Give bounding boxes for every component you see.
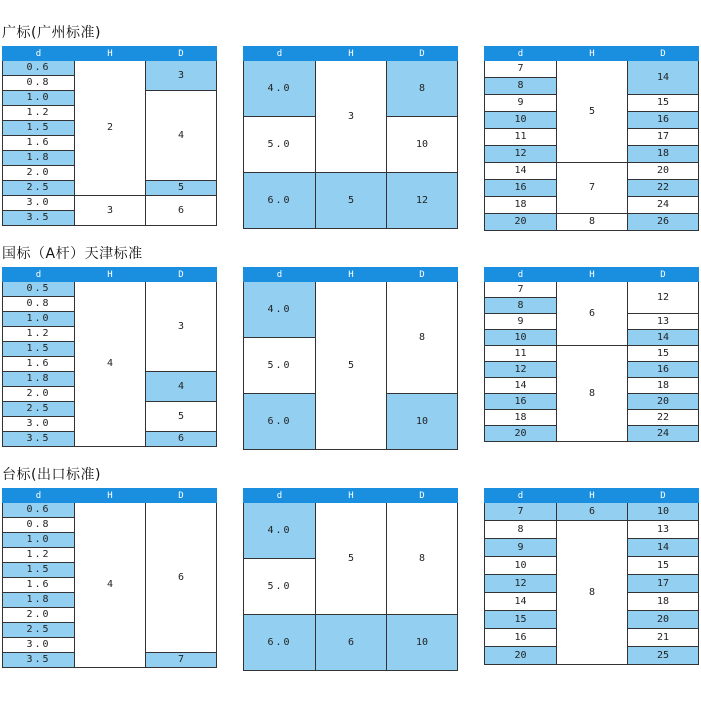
d-cell: 1.8: [3, 372, 75, 387]
D-cell: 16: [628, 112, 699, 129]
d-cell: 7: [485, 282, 557, 298]
d-cell: 14: [485, 593, 557, 611]
h-cell: 4: [75, 503, 146, 668]
spec-table-guangzhou-large: [484, 46, 699, 231]
d-cell: 1.2: [3, 548, 75, 563]
header-h: H: [557, 489, 628, 503]
d-cell: 1.0: [3, 533, 75, 548]
d-cell: 16: [485, 629, 557, 647]
d-cell: 4.0: [244, 61, 316, 117]
d-cell: 2.0: [3, 608, 75, 623]
D-cell: 3: [146, 61, 217, 91]
d-cell: 0.8: [3, 76, 75, 91]
header-D: D: [628, 47, 699, 61]
header-d: d: [244, 268, 316, 282]
spec-table-national-medium: [243, 267, 458, 450]
spec-table-taiwan-medium: [243, 488, 458, 671]
d-cell: 9: [485, 314, 557, 330]
d-cell: 12: [485, 146, 557, 163]
D-cell: 8: [387, 61, 458, 117]
d-cell: 12: [485, 575, 557, 593]
D-cell: 6: [146, 503, 217, 653]
D-cell: 21: [628, 629, 699, 647]
D-cell: 24: [628, 426, 699, 442]
header-d: d: [485, 47, 557, 61]
D-cell: 7: [146, 653, 217, 668]
d-cell: 18: [485, 410, 557, 426]
d-cell: 1.8: [3, 593, 75, 608]
header-d: d: [3, 268, 75, 282]
D-cell: 15: [628, 346, 699, 362]
d-cell: 3.5: [3, 653, 75, 668]
d-cell: 5.0: [244, 338, 316, 394]
D-cell: 5: [146, 181, 217, 196]
D-cell: 15: [628, 95, 699, 112]
d-cell: 6.0: [244, 615, 316, 671]
h-cell: 7: [557, 163, 628, 214]
D-cell: 10: [387, 117, 458, 173]
D-cell: 20: [628, 163, 699, 180]
header-h: H: [316, 47, 387, 61]
d-cell: 6.0: [244, 394, 316, 450]
d-cell: 5.0: [244, 117, 316, 173]
d-cell: 14: [485, 378, 557, 394]
section-title-guangzhou: 广标(广州标准): [2, 25, 101, 41]
header-D: D: [628, 268, 699, 282]
d-cell: 10: [485, 112, 557, 129]
d-cell: 1.6: [3, 357, 75, 372]
D-cell: 6: [146, 196, 217, 226]
h-cell: 5: [557, 61, 628, 163]
d-cell: 15: [485, 611, 557, 629]
header-D: D: [387, 268, 458, 282]
header-h: H: [316, 268, 387, 282]
spec-table-national-large: [484, 267, 699, 442]
h-cell: 3: [75, 196, 146, 226]
h-cell: 6: [557, 282, 628, 346]
header-d: d: [485, 268, 557, 282]
header-h: H: [316, 489, 387, 503]
D-cell: 6: [146, 432, 217, 447]
d-cell: 1.8: [3, 151, 75, 166]
D-cell: 12: [628, 282, 699, 314]
d-cell: 8: [485, 78, 557, 95]
header-D: D: [146, 47, 217, 61]
D-cell: 13: [628, 314, 699, 330]
header-h: H: [557, 268, 628, 282]
h-cell: 4: [75, 282, 146, 447]
d-cell: 7: [485, 503, 557, 521]
section-title-national-tianjin: 国标（A杆）天津标准: [2, 246, 143, 262]
D-cell: 14: [628, 61, 699, 95]
spec-table-guangzhou-small: [2, 46, 217, 226]
d-cell: 10: [485, 330, 557, 346]
D-cell: 3: [146, 282, 217, 372]
d-cell: 9: [485, 95, 557, 112]
D-cell: 17: [628, 129, 699, 146]
D-cell: 18: [628, 593, 699, 611]
d-cell: 1.5: [3, 563, 75, 578]
spec-table-taiwan-small: [2, 488, 217, 668]
d-cell: 18: [485, 197, 557, 214]
d-cell: 2.0: [3, 166, 75, 181]
D-cell: 5: [146, 402, 217, 432]
h-cell: 3: [316, 61, 387, 173]
D-cell: 20: [628, 394, 699, 410]
d-cell: 0.6: [3, 503, 75, 518]
d-cell: 0.6: [3, 61, 75, 76]
spec-table-taiwan-large: [484, 488, 699, 665]
header-D: D: [387, 47, 458, 61]
h-cell: 5: [316, 503, 387, 615]
d-cell: 1.0: [3, 312, 75, 327]
d-cell: 3.5: [3, 432, 75, 447]
d-cell: 6.0: [244, 173, 316, 229]
d-cell: 1.6: [3, 136, 75, 151]
D-cell: 13: [628, 521, 699, 539]
header-h: H: [557, 47, 628, 61]
D-cell: 25: [628, 647, 699, 665]
header-d: d: [244, 47, 316, 61]
spec-table-national-small: [2, 267, 217, 447]
D-cell: 14: [628, 330, 699, 346]
d-cell: 1.2: [3, 106, 75, 121]
D-cell: 10: [387, 615, 458, 671]
d-cell: 11: [485, 346, 557, 362]
d-cell: 14: [485, 163, 557, 180]
D-cell: 22: [628, 410, 699, 426]
D-cell: 10: [387, 394, 458, 450]
D-cell: 16: [628, 362, 699, 378]
h-cell: 8: [557, 521, 628, 665]
header-D: D: [628, 489, 699, 503]
header-h: H: [75, 489, 146, 503]
d-cell: 2.5: [3, 623, 75, 638]
d-cell: 9: [485, 539, 557, 557]
D-cell: 20: [628, 611, 699, 629]
section-title-taiwan-export: 台标(出口标准): [2, 467, 101, 483]
D-cell: 18: [628, 146, 699, 163]
d-cell: 11: [485, 129, 557, 146]
header-d: d: [3, 489, 75, 503]
h-cell: 6: [316, 615, 387, 671]
d-cell: 7: [485, 61, 557, 78]
d-cell: 2.0: [3, 387, 75, 402]
D-cell: 18: [628, 378, 699, 394]
header-h: H: [75, 268, 146, 282]
d-cell: 5.0: [244, 559, 316, 615]
d-cell: 20: [485, 426, 557, 442]
d-cell: 10: [485, 557, 557, 575]
D-cell: 4: [146, 91, 217, 181]
d-cell: 2.5: [3, 181, 75, 196]
d-cell: 8: [485, 521, 557, 539]
d-cell: 0.8: [3, 297, 75, 312]
d-cell: 3.0: [3, 417, 75, 432]
D-cell: 22: [628, 180, 699, 197]
d-cell: 0.8: [3, 518, 75, 533]
D-cell: 8: [387, 282, 458, 394]
header-D: D: [146, 489, 217, 503]
h-cell: 8: [557, 346, 628, 442]
D-cell: 15: [628, 557, 699, 575]
h-cell: 6: [557, 503, 628, 521]
header-d: d: [485, 489, 557, 503]
D-cell: 17: [628, 575, 699, 593]
h-cell: 5: [316, 173, 387, 229]
header-D: D: [387, 489, 458, 503]
d-cell: 16: [485, 394, 557, 410]
d-cell: 1.2: [3, 327, 75, 342]
d-cell: 1.5: [3, 121, 75, 136]
header-h: H: [75, 47, 146, 61]
D-cell: 8: [387, 503, 458, 615]
d-cell: 1.6: [3, 578, 75, 593]
d-cell: 12: [485, 362, 557, 378]
d-cell: 0.5: [3, 282, 75, 297]
d-cell: 3.5: [3, 211, 75, 226]
D-cell: 10: [628, 503, 699, 521]
d-cell: 16: [485, 180, 557, 197]
d-cell: 1.5: [3, 342, 75, 357]
d-cell: 3.0: [3, 196, 75, 211]
D-cell: 14: [628, 539, 699, 557]
h-cell: 5: [316, 282, 387, 450]
d-cell: 20: [485, 647, 557, 665]
D-cell: 12: [387, 173, 458, 229]
header-d: d: [244, 489, 316, 503]
D-cell: 26: [628, 214, 699, 231]
d-cell: 8: [485, 298, 557, 314]
header-d: d: [3, 47, 75, 61]
d-cell: 20: [485, 214, 557, 231]
d-cell: 1.0: [3, 91, 75, 106]
h-cell: 2: [75, 61, 146, 196]
d-cell: 3.0: [3, 638, 75, 653]
h-cell: 8: [557, 214, 628, 231]
d-cell: 2.5: [3, 402, 75, 417]
D-cell: 24: [628, 197, 699, 214]
header-D: D: [146, 268, 217, 282]
spec-table-guangzhou-medium: [243, 46, 458, 229]
d-cell: 4.0: [244, 282, 316, 338]
D-cell: 4: [146, 372, 217, 402]
d-cell: 4.0: [244, 503, 316, 559]
